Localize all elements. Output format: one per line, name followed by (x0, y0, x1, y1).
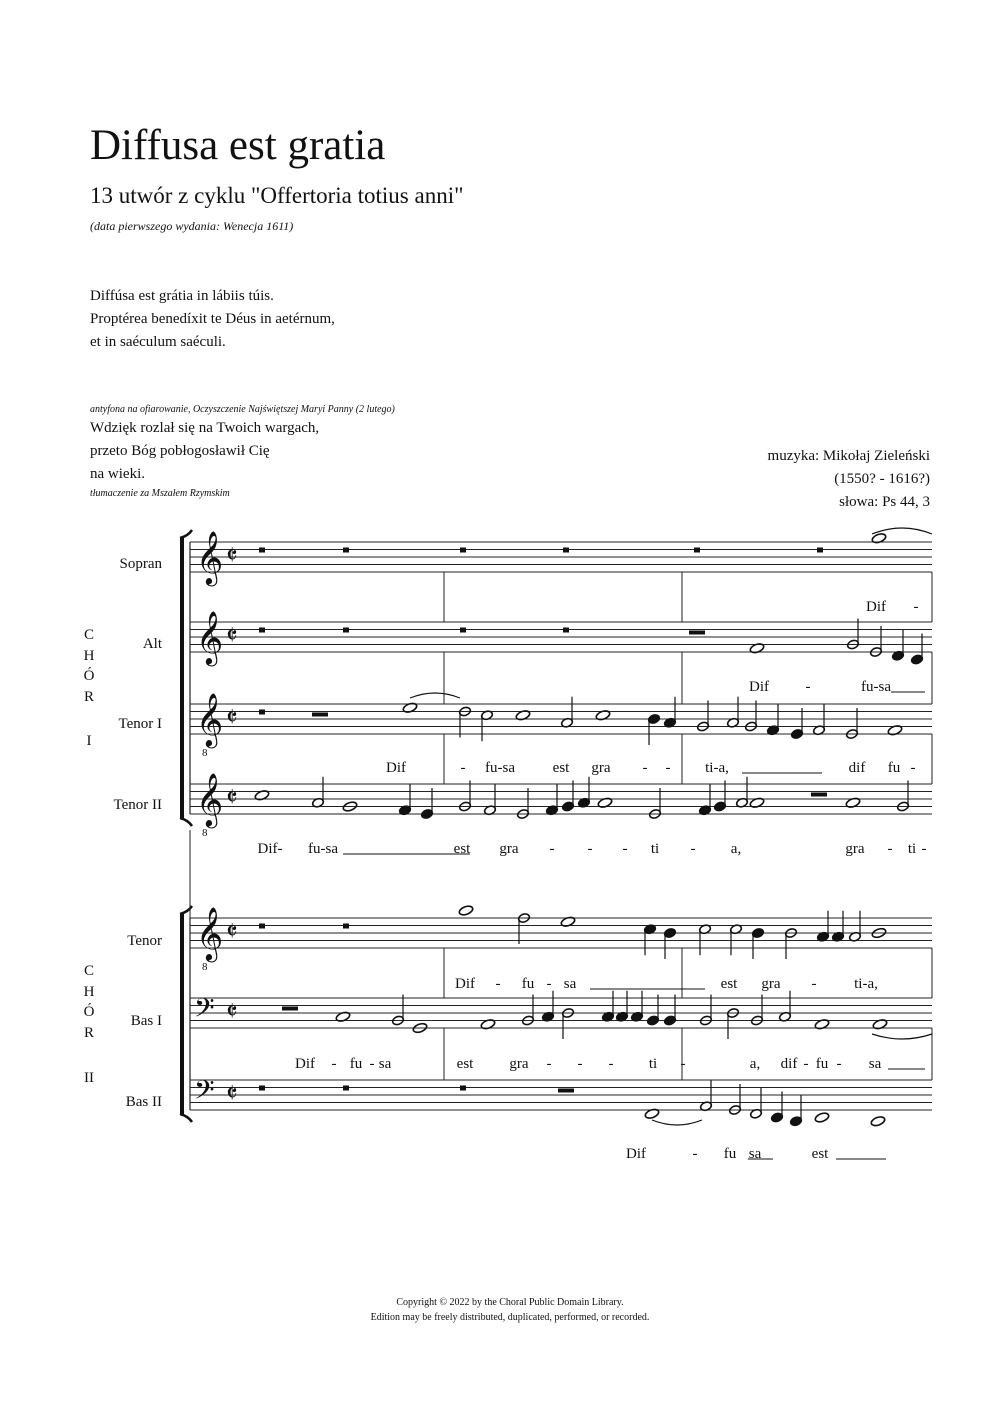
note-layer (254, 528, 932, 1127)
staff-name: Tenor (127, 933, 162, 949)
lyric-syllable: - (803, 1056, 809, 1072)
staff-name: Tenor I (118, 716, 162, 732)
lyric-syllable: - (805, 679, 811, 695)
lyric-syllable: Dif- (257, 841, 283, 857)
treble-clef-icon: 𝄞 (196, 774, 224, 825)
octave-eight-mark: 8 (202, 961, 208, 973)
copyright-line: Edition may be freely distributed, duplicated, performed, or recorded. (370, 1312, 650, 1323)
lyric-syllable: fu (723, 1146, 737, 1162)
treble-clef-icon: 𝄞 (196, 532, 224, 583)
rest-mark (312, 713, 328, 717)
rest-mark (343, 1086, 349, 1091)
lyric-syllable: gra (499, 841, 519, 857)
first-publication-note: (data pierwszego wydania: Wenecja 1611) (90, 219, 294, 233)
lyric-syllable: - (577, 1056, 583, 1072)
staff-name: Tenor II (113, 797, 162, 813)
lyric-syllable: - (811, 976, 817, 992)
lyric-syllable: est (453, 841, 471, 857)
lyric-syllable: - (680, 1056, 686, 1072)
lyric-syllable: Dif (749, 679, 769, 695)
tie-mark (410, 693, 460, 698)
latin-text-line: et in saéculum saéculi. (90, 334, 226, 350)
tie-mark (872, 1034, 932, 1039)
lyric-syllable: sa (748, 1146, 762, 1162)
liturgical-note: antyfona na ofiarowanie, Oczyszczenie Najświętszej Maryi Panny (2 lutego) (90, 404, 395, 415)
rest-mark (259, 924, 265, 929)
lyric-syllable: - (587, 841, 593, 857)
lyric-syllable: - (836, 1056, 842, 1072)
lyric-syllable: - (622, 841, 628, 857)
treble-clef-icon: 𝄞 (196, 908, 224, 959)
choir-label-letter: Ó (83, 668, 95, 684)
lyric-syllable: ti (648, 1056, 658, 1072)
lyric-syllable: - (642, 760, 648, 776)
lyric-syllable: - (692, 1146, 698, 1162)
staff-name: Bas II (125, 1094, 162, 1110)
lyric-syllable: - (913, 599, 919, 615)
treble-clef-icon: 𝄞 (196, 612, 224, 663)
rest-mark (460, 1086, 466, 1091)
staff-layer (180, 530, 932, 1122)
bracket-hook (180, 818, 192, 826)
rest-mark (558, 1089, 574, 1093)
bass-clef-icon: 𝄢 (194, 1075, 215, 1111)
polish-text-line: Wdzięk rozlał się na Twoich wargach, (90, 420, 320, 436)
lyric-syllable: - (549, 841, 555, 857)
lyric-syllable: - (921, 841, 927, 857)
lyric-syllable: a, (730, 841, 742, 857)
rest-mark (460, 628, 466, 633)
rest-mark (689, 631, 705, 635)
staff-name: Sopran (119, 556, 162, 572)
lyric-syllable: Dif (295, 1056, 315, 1072)
octave-eight-mark: 8 (202, 747, 208, 759)
choir-label-letter: C (83, 963, 95, 979)
lyric-syllable: fu (521, 976, 535, 992)
tie-mark (872, 528, 932, 534)
cut-time-icon: 𝄵 (226, 783, 238, 812)
lyric-syllable: fu (349, 1056, 363, 1072)
polish-text-line: na wieki. (90, 466, 145, 482)
lyric-syllable: sa (378, 1056, 392, 1072)
choir-label-letter: R (83, 689, 95, 705)
lyric-syllable: ti (907, 841, 917, 857)
rest-mark (259, 710, 265, 715)
bass-clef-icon: 𝄢 (194, 993, 215, 1029)
lyric-syllable: - (690, 841, 696, 857)
lyric-syllable: dif (780, 1056, 798, 1072)
rest-mark (817, 548, 823, 553)
cut-time-icon: 𝄵 (226, 703, 238, 732)
lyric-syllable: ti-a, (854, 976, 878, 992)
tie-mark (652, 1120, 702, 1125)
composer-credit: muzyka: Mikołaj Zieleński (767, 448, 930, 464)
choir-label-letter: II (84, 1070, 94, 1086)
lyric-syllable: ti-a, (705, 760, 729, 776)
rest-mark (282, 1007, 298, 1011)
rest-mark (343, 628, 349, 633)
polish-text-line: przeto Bóg pobłogosławił Cię (90, 443, 270, 459)
note-head (458, 905, 474, 917)
lyric-syllable: fu-sa (308, 841, 338, 857)
system-bracket (180, 914, 184, 1114)
lyric-syllable: gra (845, 841, 865, 857)
lyric-syllable: sa (868, 1056, 882, 1072)
lyric-syllable: gra (509, 1056, 529, 1072)
choir-label-letter: R (83, 1025, 95, 1041)
lyric-syllable: - (495, 976, 501, 992)
choir-label-letter: Ó (83, 1004, 95, 1020)
lyric-syllable: a, (749, 1056, 761, 1072)
rest-mark (343, 548, 349, 553)
rest-mark (259, 548, 265, 553)
cut-time-icon: 𝄵 (226, 541, 238, 570)
lyric-syllable: Dif (455, 976, 475, 992)
cut-time-icon: 𝄵 (226, 1079, 238, 1108)
lyric-syllable: fu (887, 760, 901, 776)
choir-label-letter: H (83, 648, 95, 664)
lyric-syllable: - (608, 1056, 614, 1072)
lyric-syllable: Dif (386, 760, 406, 776)
choir-label-letter: C (83, 627, 95, 643)
rest-mark (563, 628, 569, 633)
choir-label-letter: I (86, 733, 92, 749)
lyric-syllable: - (460, 760, 466, 776)
latin-text-line: Proptérea benedíxit te Déus in aetérnum, (90, 311, 335, 327)
lyric-syllable: est (552, 760, 570, 776)
rest-mark (460, 548, 466, 553)
note-head (870, 1115, 886, 1127)
choir-label-letter: H (83, 984, 95, 1000)
lyric-syllable: fu (815, 1056, 829, 1072)
note-head (814, 1112, 830, 1124)
rest-mark (259, 628, 265, 633)
octave-eight-mark: 8 (202, 827, 208, 839)
lyric-syllable: ti (650, 841, 660, 857)
lyric-syllable: fu-sa (861, 679, 891, 695)
cut-time-icon: 𝄵 (226, 917, 238, 946)
latin-text-line: Diffúsa est grátia in lábiis túis. (90, 288, 274, 304)
rest-mark (563, 548, 569, 553)
lyric-syllable: - (665, 760, 671, 776)
bracket-hook (180, 1114, 192, 1122)
translator-note: tłumaczenie za Mszałem Rzymskim (90, 488, 230, 499)
lyric-syllable: gra (761, 976, 781, 992)
lyric-syllable: - (887, 841, 893, 857)
composer-dates: (1550? - 1616?) (834, 471, 930, 487)
rest-mark (259, 1086, 265, 1091)
words-credit: słowa: Ps 44, 3 (839, 494, 930, 510)
treble-clef-icon: 𝄞 (196, 694, 224, 745)
lyric-syllable: - (546, 1056, 552, 1072)
lyric-syllable: gra (591, 760, 611, 776)
lyric-syllable: Dif (626, 1146, 646, 1162)
cut-time-icon: 𝄵 (226, 997, 238, 1026)
lyric-syllable: est (456, 1056, 474, 1072)
lyric-syllable: est (720, 976, 738, 992)
page-subtitle: 13 utwór z cyklu "Offertoria totius anni" (90, 183, 464, 208)
bracket-hook (180, 530, 192, 538)
rest-mark (694, 548, 700, 553)
staff-name: Bas I (130, 1013, 162, 1029)
lyric-syllable: - (910, 760, 916, 776)
system-bracket (180, 538, 184, 818)
rest-mark (343, 924, 349, 929)
lyric-syllable: - (546, 976, 552, 992)
rest-mark (811, 793, 827, 797)
lyric-syllable: fu-sa (485, 760, 515, 776)
lyric-syllable: - (331, 1056, 337, 1072)
cut-time-icon: 𝄵 (226, 621, 238, 650)
lyric-syllable: dif (848, 760, 866, 776)
staff-name: Alt (142, 636, 162, 652)
lyric-syllable: est (811, 1146, 829, 1162)
lyric-syllable: sa (563, 976, 577, 992)
copyright-line: Copyright © 2022 by the Choral Public Domain Library. (396, 1297, 624, 1308)
lyric-syllable: - (369, 1056, 375, 1072)
page-title: Diffusa est gratia (90, 122, 386, 169)
lyric-syllable: Dif (866, 599, 886, 615)
